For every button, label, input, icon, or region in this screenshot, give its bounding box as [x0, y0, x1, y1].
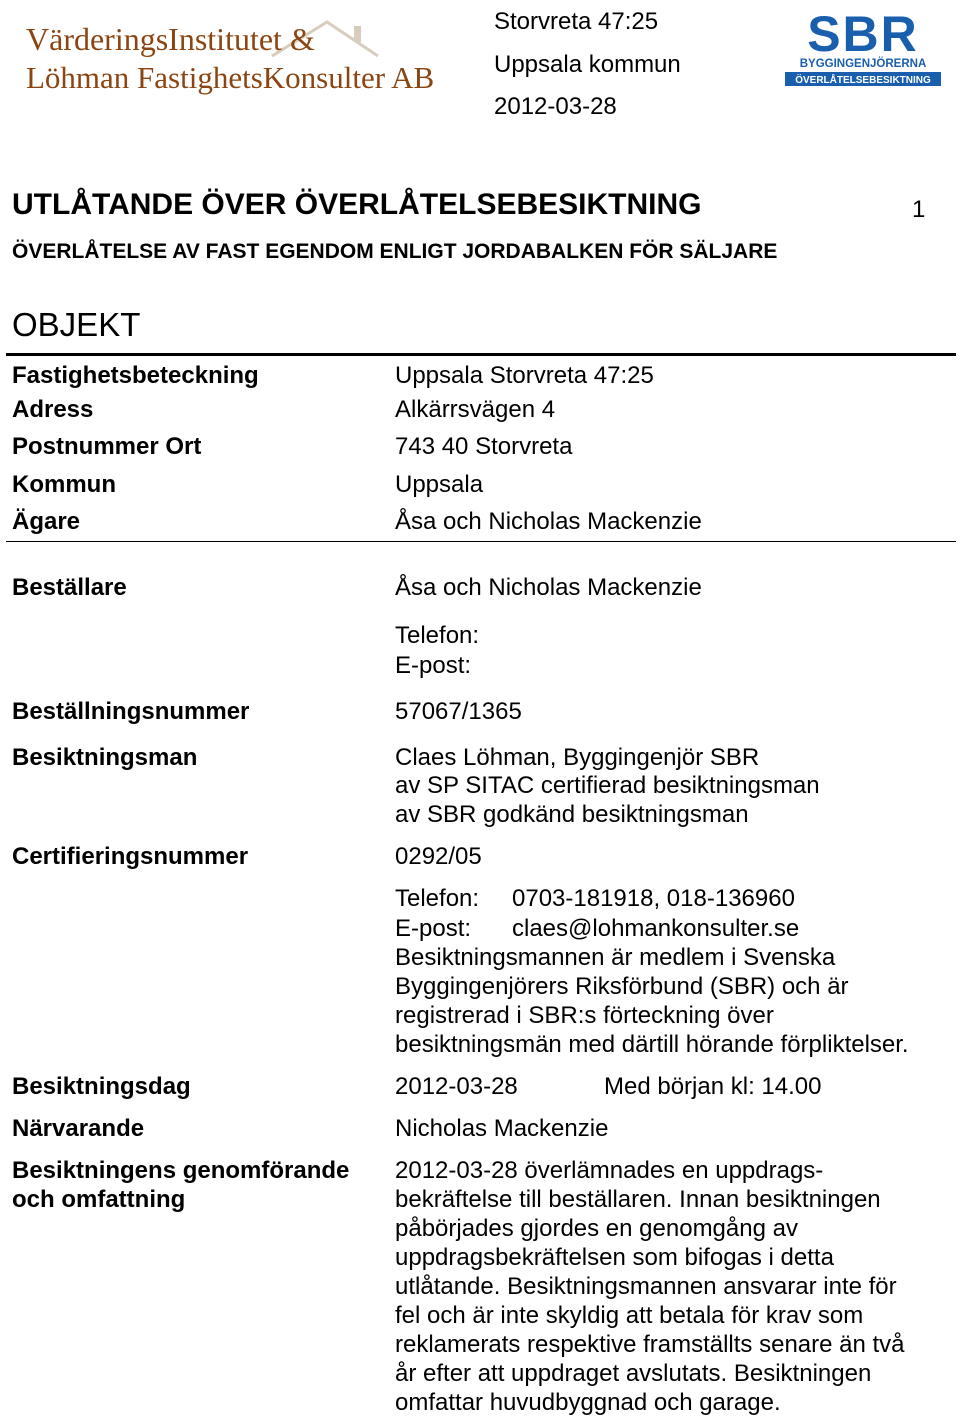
genomforande-line: bekräftelse till beställaren. Innan besiktningen — [395, 1186, 881, 1213]
inspector-epost-label: E-post: — [395, 915, 472, 942]
besiktningsdag-start: Med början kl: 14.00 — [604, 1073, 822, 1100]
genomforande-line: år efter att uppdraget avslutats. Besiktningen — [395, 1360, 872, 1387]
narvarande-label: Närvarande — [12, 1115, 145, 1142]
logo-left-line1: VärderingsInstitutet & — [26, 21, 315, 57]
agare-label: Ägare — [12, 508, 81, 535]
valuation-institute-logo — [22, 8, 454, 100]
besiktningsman-line3: av SBR godkänd besiktningsman — [395, 801, 749, 828]
membership-paragraph — [395, 943, 955, 1059]
logo-left-line2: Löhman FastighetsKonsulter AB — [26, 60, 435, 95]
genomforande-label-line2: och omfattning — [12, 1186, 186, 1213]
kommun-label: Kommun — [12, 471, 116, 498]
adress-label: Adress — [12, 396, 94, 423]
kommun-value: Uppsala — [395, 471, 484, 498]
bestallare-label: Beställare — [12, 574, 127, 601]
bestallare-value: Åsa och Nicholas Mackenzie — [395, 574, 702, 601]
bestallningsnummer-value: 57067/1365 — [395, 698, 522, 725]
besiktningsman-line2: av SP SITAC certifierad besiktningsman — [395, 772, 820, 799]
membership-line: Besiktningsmannen är medlem i Svenska — [395, 944, 836, 971]
adress-value: Alkärrsvägen 4 — [395, 396, 556, 423]
postnr-value: 743 40 Storvreta — [395, 433, 573, 460]
narvarande-value: Nicholas Mackenzie — [395, 1115, 609, 1142]
membership-line: besiktningsmän med därtill hörande förpliktelser. — [395, 1031, 909, 1058]
bestallningsnummer-label: Beställningsnummer — [12, 698, 250, 725]
postnr-label: Postnummer Ort — [12, 433, 202, 460]
certifieringsnummer-label: Certifieringsnummer — [12, 843, 249, 870]
section-rule-bottom — [6, 541, 956, 542]
genomforande-line: omfattar huvudbyggnad och garage. — [395, 1389, 781, 1416]
page-number: 1 — [912, 196, 926, 223]
genomforande-line: reklamerats respektive framställts senare än två — [395, 1331, 905, 1358]
agare-value: Åsa och Nicholas Mackenzie — [395, 508, 702, 535]
besiktningsman-line1: Claes Löhman, Byggingenjör SBR — [395, 744, 760, 771]
genomforande-line: fel och är inte skyldig att betala för krav som — [395, 1302, 864, 1329]
genomforande-line: påbörjades gjordes en genomgång av — [395, 1215, 798, 1242]
genomforande-label-line1: Besiktningens genomförande — [12, 1157, 350, 1184]
bestallare-epost: E-post: — [395, 652, 472, 679]
header-municipality: Uppsala kommun — [494, 51, 681, 78]
inspector-epost-value: claes@lohmankonsulter.se — [512, 915, 800, 942]
document-title: UTLÅTANDE ÖVER ÖVERLÅTELSEBESIKTNING — [12, 188, 702, 221]
genomforande-line: 2012-03-28 överlämnades en uppdrags- — [395, 1157, 824, 1184]
logo-right-line2: ÖVERLÅTELSEBESIKTNING — [795, 75, 931, 86]
genomforande-line: uppdragsbekräftelsen som bifogas i detta — [395, 1244, 834, 1271]
document-subtitle: ÖVERLÅTELSE AV FAST EGENDOM ENLIGT JORDABALKEN FÖR SÄLJARE — [12, 240, 778, 263]
membership-line: registrerad i SBR:s förteckning över — [395, 1002, 774, 1029]
besiktningsdag-label: Besiktningsdag — [12, 1073, 191, 1100]
bestallare-telefon: Telefon: — [395, 622, 480, 649]
fastighet-label: Fastighetsbeteckning — [12, 362, 259, 389]
membership-line: Byggingenjörers Riksförbund (SBR) och är — [395, 973, 849, 1000]
fastighet-value: Uppsala Storvreta 47:25 — [395, 362, 654, 389]
besiktningsdag-value: 2012-03-28 — [395, 1073, 518, 1100]
section-heading: OBJEKT — [12, 306, 141, 343]
besiktningsman-label: Besiktningsman — [12, 744, 198, 771]
logo-right-line1: BYGGINGENJÖRERNA — [799, 58, 927, 70]
genomforande-line: utlåtande. Besiktningsmannen ansvarar inte för — [395, 1273, 897, 1300]
sbr-logo — [783, 7, 943, 87]
inspector-telefon-value: 0703-181918, 018-136960 — [512, 885, 795, 912]
header-property: Storvreta 47:25 — [494, 8, 659, 35]
section-rule-top — [6, 353, 956, 356]
certifieringsnummer-value: 0292/05 — [395, 843, 482, 870]
logo-right-initials: SBR — [807, 7, 919, 62]
genomforande-paragraph — [395, 1156, 955, 1417]
header-date: 2012-03-28 — [494, 93, 617, 120]
inspector-telefon-label: Telefon: — [395, 885, 480, 912]
